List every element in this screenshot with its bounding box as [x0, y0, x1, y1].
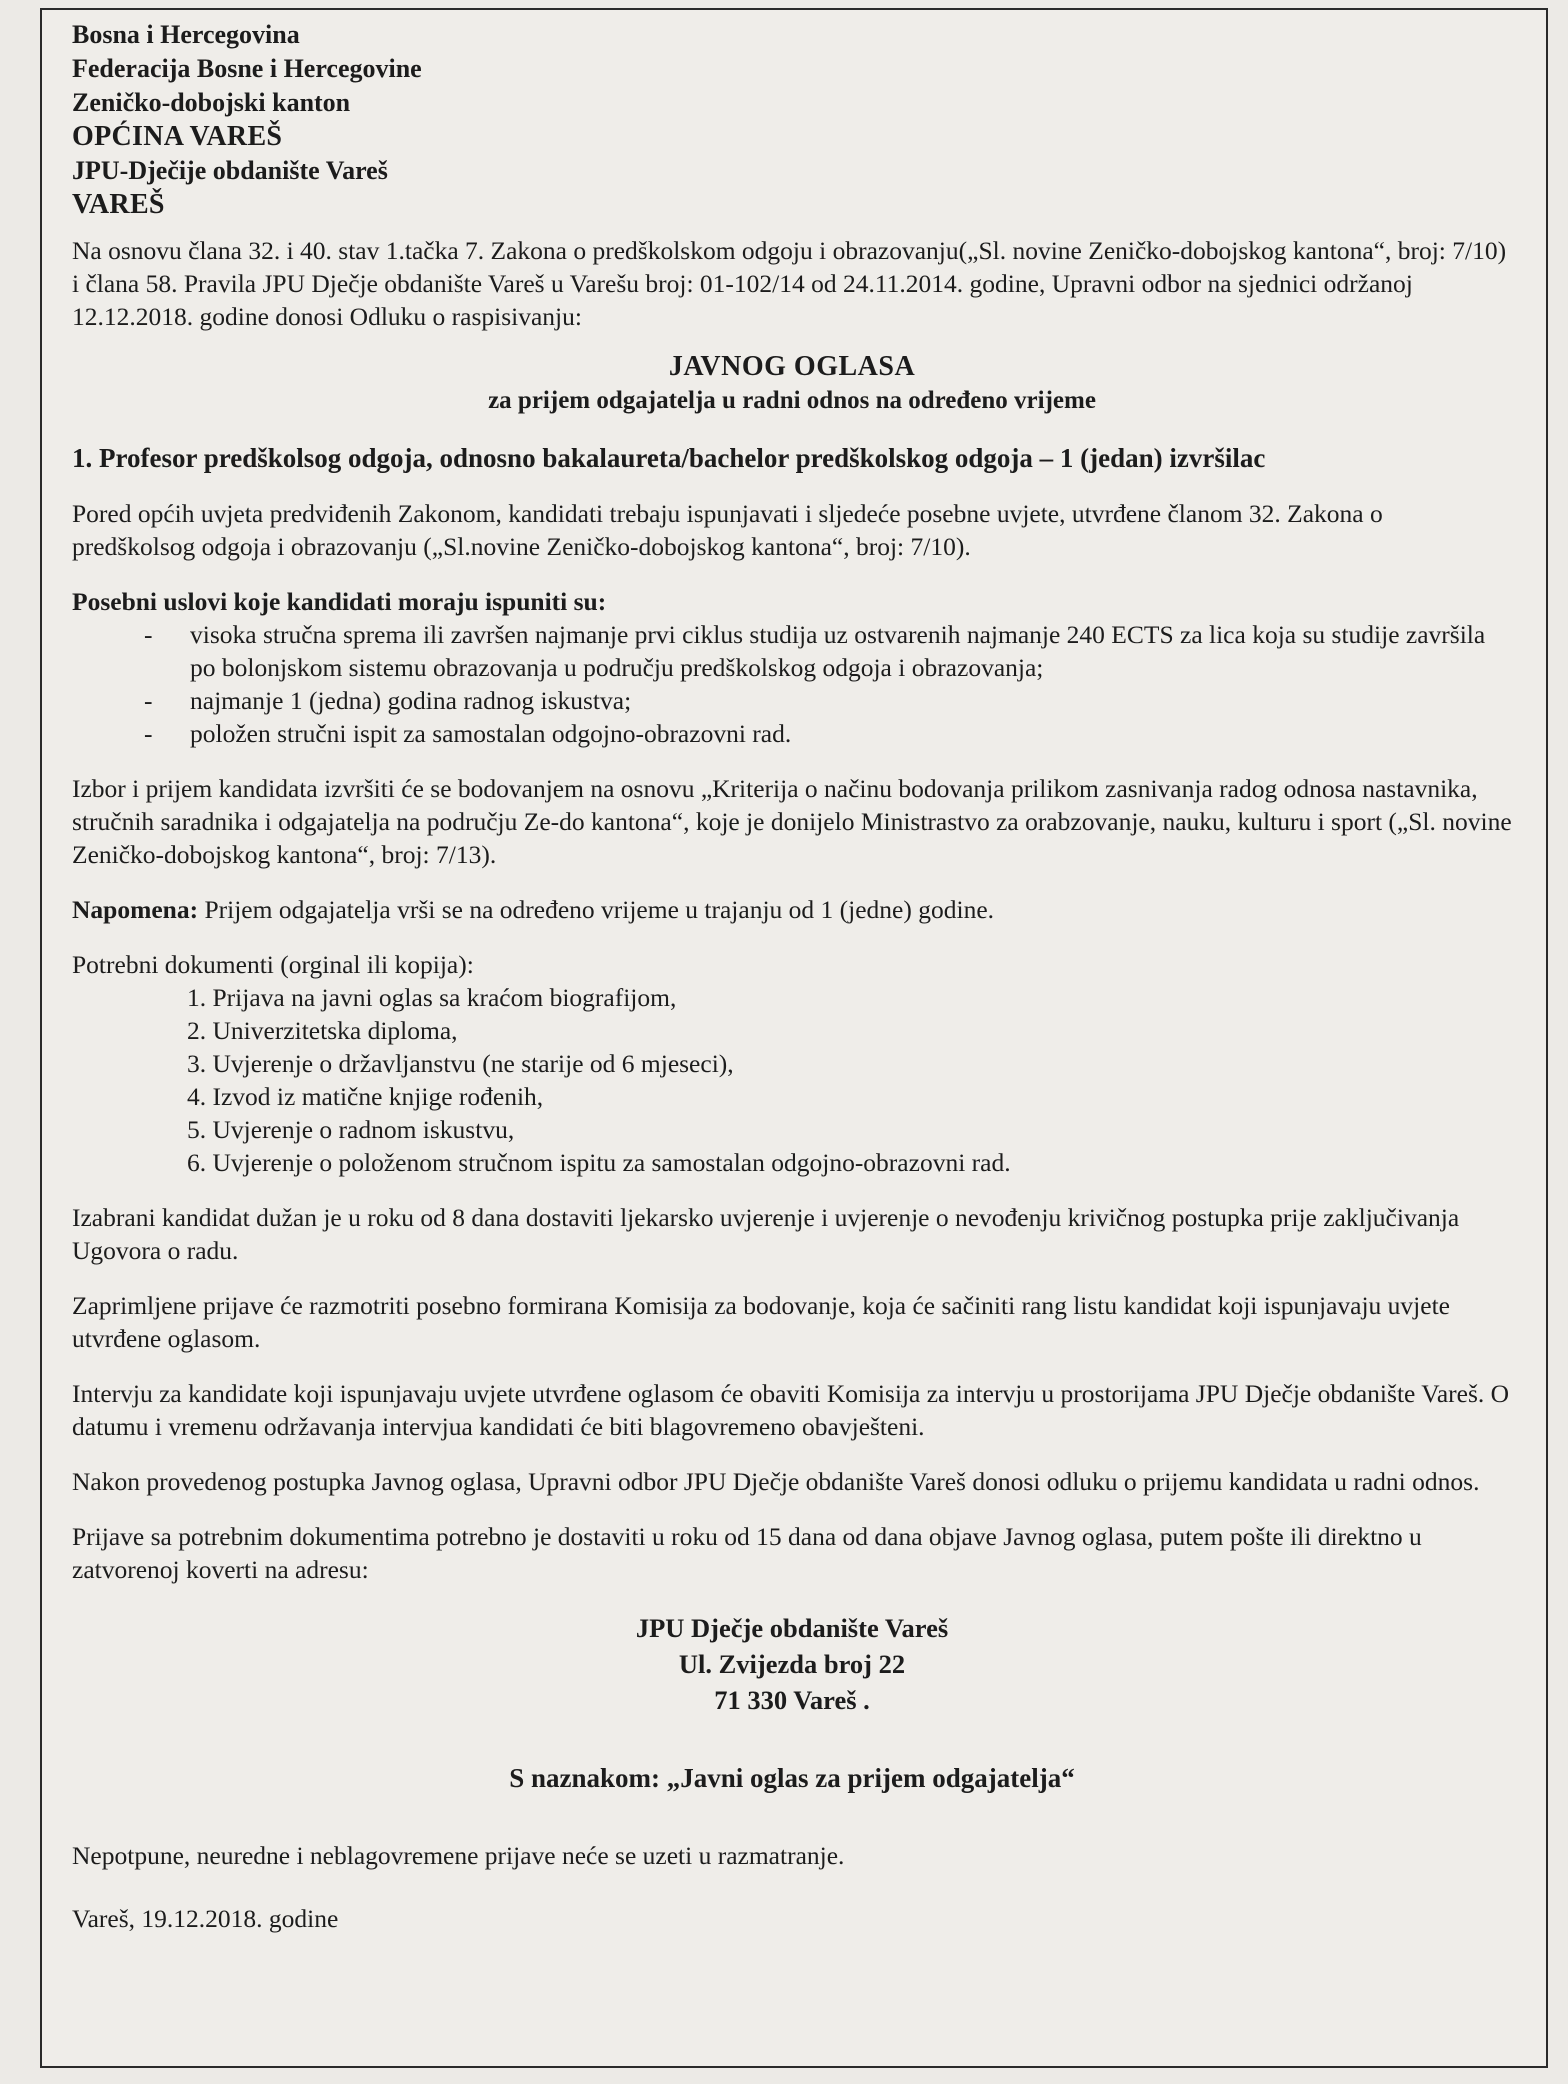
header-institution: JPU-Dječije obdanište Vareš — [72, 156, 388, 185]
decision-paragraph: Nakon provedenog postupka Javnog oglasa, Upravni odbor JPU Dječje obdanište Vareš donosi odluku o prijemu kandidata u radni odnos. — [72, 1467, 1480, 1496]
address-street: Ul. Zvijezda broj 22 — [678, 1649, 906, 1679]
list-item: 6. Uvjerenje o položenom stručnom ispitu za samostalan odgojno-obrazovni rad. — [187, 1148, 1011, 1177]
interview-paragraph: Intervju za kandidate koji ispunjavaju uvjete utvrđene oglasom će obaviti Komisija za intervju u prostorijama JPU Dječje obdanište Vareš. O datumu i vremenu održavanja intervjua kandidati će biti blagovremeno obavješteni. — [72, 1379, 1510, 1441]
note-label: Napomena: — [72, 895, 199, 924]
list-item-text: položen stručni ispit za samostalan odgojno-obrazovni rad. — [190, 719, 792, 748]
document-title: JAVNOG OGLASA — [668, 351, 916, 382]
list-item — [72, 717, 1512, 750]
address-institution: JPU Dječje obdanište Vareš — [635, 1613, 949, 1643]
list-item: 2. Univerzitetska diploma, — [187, 1016, 458, 1045]
list-item — [72, 684, 1512, 717]
header-city: VAREŠ — [72, 189, 165, 220]
note-paragraph — [72, 893, 1512, 926]
documents-heading: Potrebni dokumenti (orginal ili kopija): — [72, 950, 474, 979]
submission-paragraph: Prijave sa potrebnim dokumentima potrebno je dostaviti u roku od 15 dana od dana objave Javnog oglasa, putem pošte ili direktno u zatvorenoj koverti na adresu: — [72, 1522, 1422, 1584]
medical-certificate-paragraph: Izabrani kandidat dužan je u roku od 8 dana dostaviti ljekarsko uvjerenje i uvjerenje o nevođenju krivičnog postupka prije zaključivanja Ugovora o radu. — [72, 1203, 1460, 1265]
address-postal: 71 330 Vareš . — [714, 1685, 870, 1715]
list-item: 5. Uvjerenje o radnom iskustvu, — [187, 1115, 515, 1144]
address-block — [72, 1610, 1512, 1718]
final-note: Nepotpune, neuredne i neblagovremene prijave neće se uzeti u razmatranje. — [72, 1841, 845, 1870]
note-text: Prijem odgajatelja vrši se na određeno vrijeme u trajanju od 1 (jedne) godine. — [198, 895, 995, 924]
intro-paragraph: Na osnovu člana 32. i 40. stav 1.tačka 7. Zakona o predškolskom odgoju i obrazovanju(„Sl. novine Zeničko-dobojskog kantona“, broj: 7/10) i člana 58. Pravila JPU Dječje obdanište Vareš u Varešu broj: 01-102/14 od 24.11.2014. godine, Upravni odbor na sjednici održanoj 12.12.2018. godine donosi Odluku o raspisivanju: — [72, 236, 1507, 331]
dash-bullet: - — [144, 686, 153, 715]
document-subtitle: za prijem odgajatelja u radni odnos na određeno vrijeme — [488, 387, 1096, 414]
dash-bullet: - — [144, 620, 153, 649]
letterhead — [72, 18, 1512, 222]
header-canton: Zeničko-dobojski kanton — [72, 88, 351, 117]
list-item-text: visoka stručna sprema ili završen najmanje prvi ciklus studija uz ostvarenih najmanje 240 ECTS za lica koja su studije završila po bolonjskom sistemu obrazovanja u području predškolskog odgoja i obrazovanja; — [190, 620, 1486, 682]
special-conditions-heading: Posebni uslovi koje kandidati moraju ispuniti su: — [72, 587, 607, 616]
list-item: 4. Izvod iz matične knjige rođenih, — [187, 1082, 544, 1111]
documents-list — [72, 981, 1512, 1179]
header-country: Bosna i Hercegovina — [72, 20, 300, 49]
list-item: 3. Uvjerenje o državljanstvu (ne starije od 6 mjeseci), — [187, 1049, 734, 1078]
position-heading: 1. Profesor predškolsog odgoja, odnosno bakalaureta/bachelor predškolskog odgoja – 1 (jedan) izvršilac — [72, 443, 1266, 473]
special-conditions-list — [72, 618, 1512, 750]
list-item-text: najmanje 1 (jedna) godina radnog iskustva; — [190, 686, 632, 715]
document-content — [72, 18, 1512, 1935]
list-item — [72, 618, 1512, 684]
date-line: Vareš, 19.12.2018. godine — [72, 1904, 339, 1933]
header-municipality: OPĆINA VAREŠ — [72, 121, 283, 152]
dash-bullet: - — [144, 719, 153, 748]
commission-paragraph: Zaprimljene prijave će razmotriti posebno formirana Komisija za bodovanje, koja će sačiniti rang listu kandidat koji ispunjavaju uvjete utvrđene oglasom. — [72, 1291, 1450, 1353]
header-federation: Federacija Bosne i Hercegovine — [72, 54, 422, 83]
envelope-mark: S naznakom: „Javni oglas za prijem odgajatelja“ — [509, 1763, 1075, 1793]
general-conditions-paragraph: Pored općih uvjeta predviđenih Zakonom, kandidati trebaju ispunjavati i sljedeće posebne uvjete, utvrđene članom 32. Zakona o predškolsog odgoja i obrazovanju („Sl.novine Zeničko-dobojskog kantona“, broj: 7/10). — [72, 499, 1383, 561]
selection-paragraph: Izbor i prijem kandidata izvršiti će se bodovanjem na osnovu „Kriterija o načinu bodovanja prilikom zasnivanja radog odnosa nastavnika, stručnih saradnika i odgajatelja na području Ze-do kantona“, koje je donijelo Ministrastvo za orabzovanje, nauku, kulturu i sport („Sl. novine Zeničko-dobojskog kantona“, broj: 7/13). — [72, 774, 1512, 869]
document-page — [40, 8, 1548, 2068]
list-item: 1. Prijava na javni oglas sa kraćom biografijom, — [187, 983, 677, 1012]
